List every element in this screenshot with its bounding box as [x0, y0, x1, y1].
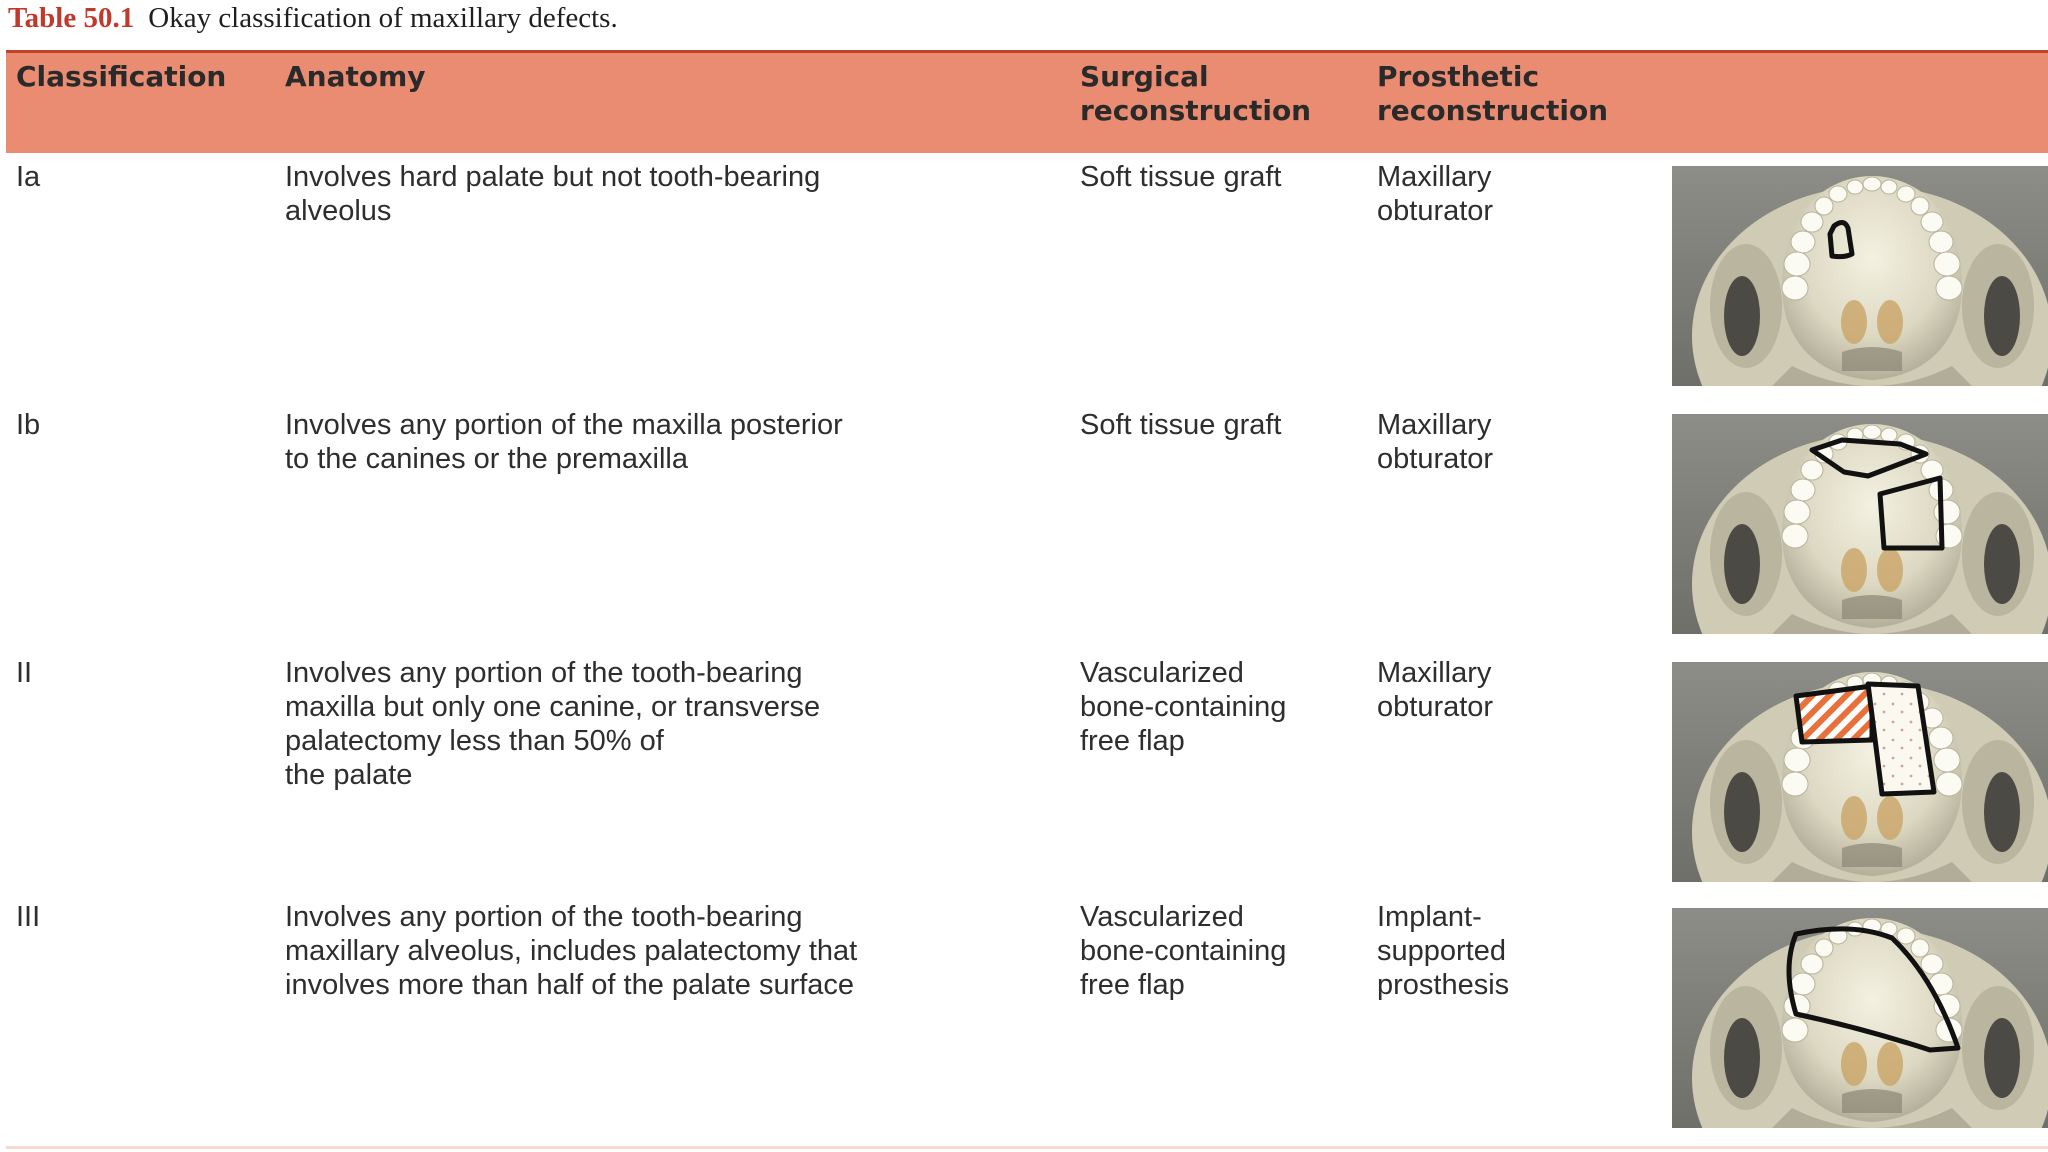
- row-surgical: Vascularized bone-containing free flap: [1080, 657, 1287, 757]
- skull-defect-image: [1672, 662, 2048, 882]
- row-classification: Ib: [16, 409, 41, 441]
- skull-defect-image: [1672, 908, 2048, 1128]
- skull-defect-image: [1672, 166, 2048, 386]
- row-prosthetic: Maxillary obturator: [1377, 161, 1494, 227]
- row-prosthetic: Maxillary obturator: [1377, 657, 1494, 723]
- row-surgical: Vascularized bone-containing free flap: [1080, 901, 1287, 1001]
- header-surgical-reconstruction: Surgical reconstruction: [1080, 60, 1312, 127]
- table-title: Okay classification of maxillary defects.: [148, 2, 618, 34]
- header-prosthetic-reconstruction: Prosthetic reconstruction: [1377, 60, 1609, 127]
- row-anatomy: Involves any portion of the tooth-bearing maxilla but only one canine, or transverse palatectomy less than 50% of the palate: [285, 657, 821, 791]
- row-surgical: Soft tissue graft: [1080, 409, 1282, 441]
- row-classification: II: [16, 657, 33, 689]
- table-number: Table 50.1: [8, 2, 135, 34]
- header-anatomy: Anatomy: [285, 60, 426, 93]
- table-caption: [8, 2, 618, 35]
- table-bottom-rule: [6, 1146, 2048, 1149]
- row-anatomy: Involves hard palate but not tooth-bearing alveolus: [285, 161, 821, 227]
- row-classification: Ia: [16, 161, 41, 193]
- row-surgical: Soft tissue graft: [1080, 161, 1282, 193]
- defect-hatched-region: [1796, 686, 1872, 742]
- row-anatomy: Involves any portion of the maxilla posterior to the canines or the premaxilla: [285, 409, 843, 475]
- skull-defect-image: [1672, 414, 2048, 634]
- row-anatomy: Involves any portion of the tooth-bearing maxillary alveolus, includes palatectomy that involves more than half of the palate surface: [285, 901, 858, 1001]
- row-prosthetic: Implant- supported prosthesis: [1377, 901, 1510, 1001]
- header-classification: Classification: [16, 60, 227, 93]
- row-prosthetic: Maxillary obturator: [1377, 409, 1494, 475]
- row-classification: III: [16, 901, 41, 933]
